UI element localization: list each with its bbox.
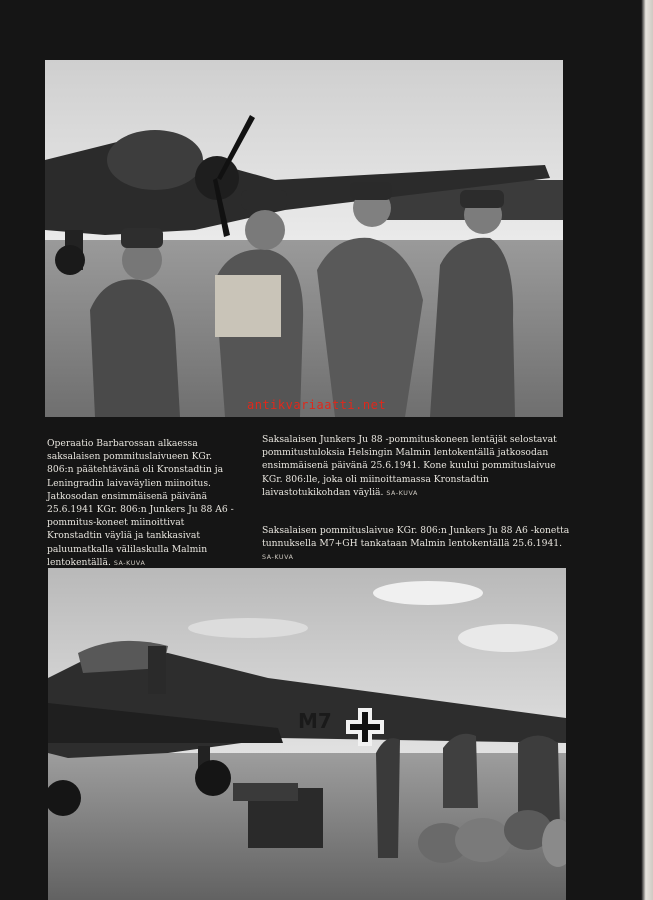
- caption-right-bottom-credit: SA-KUVA: [262, 554, 294, 562]
- photo-airmen-briefing: [45, 60, 563, 417]
- caption-right-top-credit: SA-KUVA: [386, 489, 418, 497]
- photo-airmen-briefing-image: [45, 60, 563, 417]
- caption-left-text: Operaatio Barbarossan alkaessa saksalaisen pommituslaivueen KGr. 806:n päätehtävänä oli Kronstadtin ja Leningradin laivaväylien miinoitus. Jatkosodan ensimmäisenä päivänä 25.6.1941 KGr. 806:n Junkers Ju 88 A6 -pommitus-koneet miinoittivat Kronstadtin väyliä ja tankkasivat paluumatkalla välilaskulla Malmin lentokentällä.: [47, 438, 234, 568]
- photo-aircraft-refueling: [48, 568, 566, 900]
- photo-aircraft-refueling-image: [48, 568, 566, 900]
- fuselage-code: M7: [298, 709, 332, 733]
- caption-right-top: [262, 433, 562, 500]
- caption-right-bottom: [262, 524, 572, 565]
- page-edge: [641, 0, 653, 900]
- caption-left: [47, 437, 237, 570]
- caption-right-top-text: Saksalaisen Junkers Ju 88 -pommituskoneen lentäjät selostavat pommitustuloksia Helsingin Malmin lentokentällä jatkosodan ensimmäisenä päivänä 25.6.1941. Kone kuului pommituslaivue KGr. 806:lle, joka oli miinoittamassa Kronstadtin laivastotukikohdan väyliä.: [262, 434, 557, 498]
- caption-right-bottom-text: Saksalaisen pommituslaivue KGr. 806:n Junkers Ju 88 A6 -konetta tunnuksella M7+GH tankataan Malmin lentokentällä 25.6.1941.: [262, 525, 570, 550]
- watermark: antikvariaatti.net: [247, 398, 387, 412]
- caption-left-credit: SA-KUVA: [113, 559, 146, 567]
